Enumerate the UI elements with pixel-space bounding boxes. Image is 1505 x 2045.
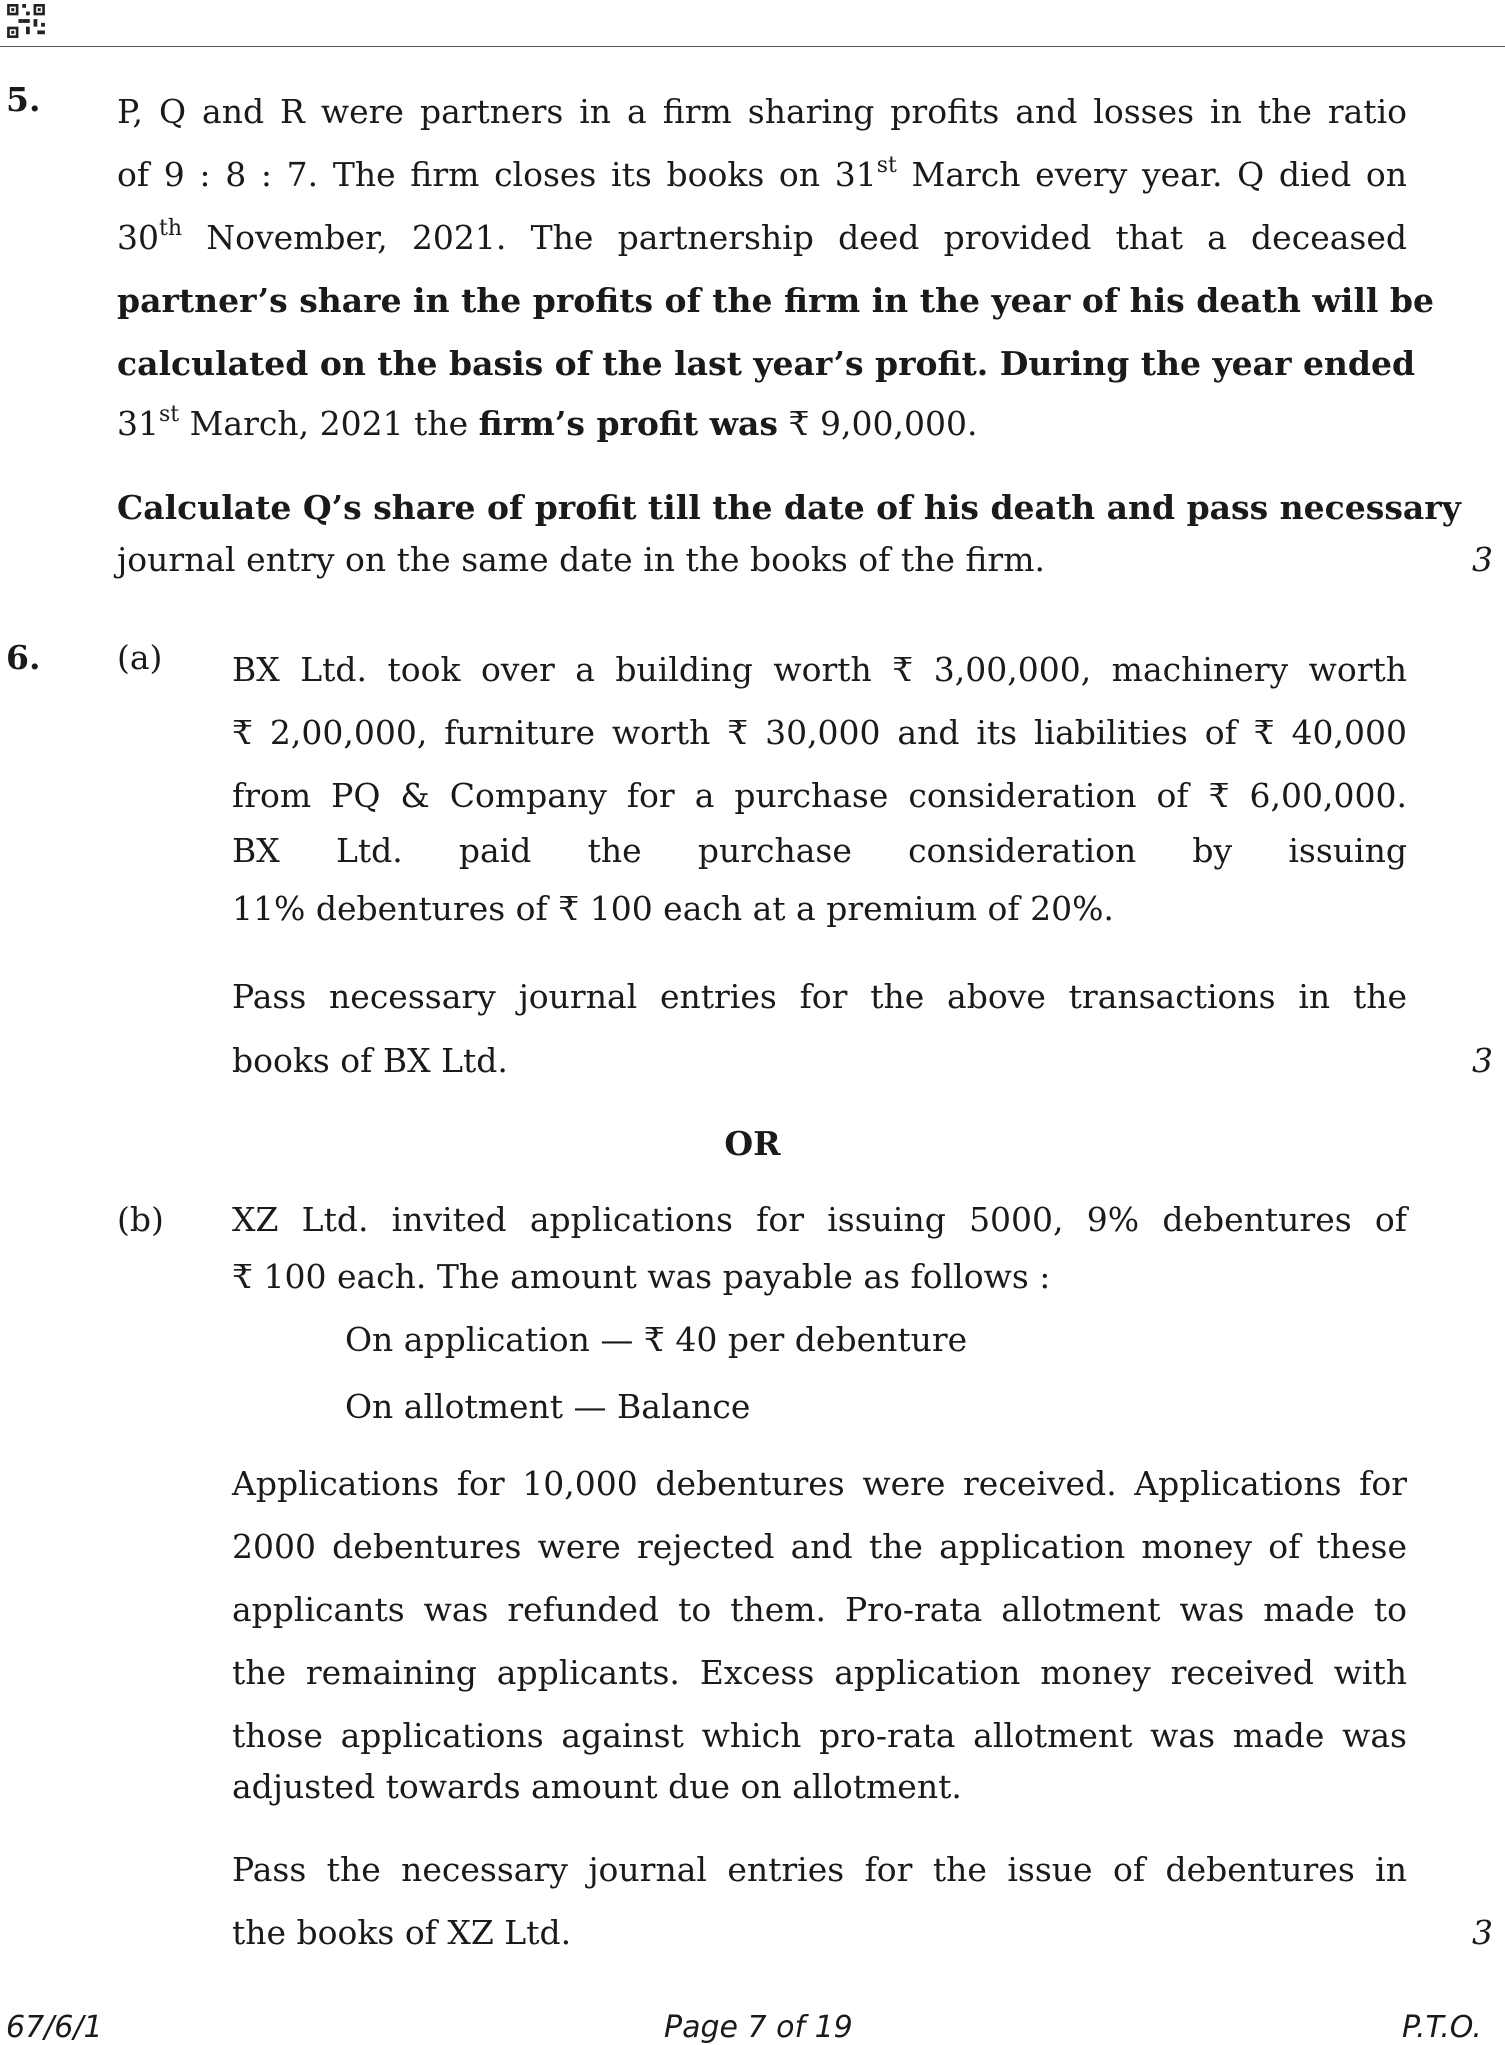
q6a-marks: 3 — [1472, 1041, 1493, 1080]
qr-code-icon — [6, 4, 46, 38]
q5-instruction — [117, 476, 1461, 539]
q6b-line-5: Applications for 10,000 debentures were received. Applications for — [232, 1464, 1407, 1503]
q6b-line-9: those applications against which pro-rata allotment was made was — [232, 1716, 1407, 1755]
q5-line-1: P, Q and R were partners in a firm sharing profits and losses in the ratio — [117, 92, 1407, 131]
q6a-line-3: from PQ & Company for a purchase consideration of ₹ 6,00,000. — [232, 776, 1407, 815]
q6b-marks: 3 — [1472, 1913, 1493, 1952]
q5-line-2: of 9 : 8 : 7. The firm closes its books on 31st March every year. Q died on — [117, 153, 1407, 194]
q6-part-a-text — [232, 638, 1407, 827]
q5-line-5: calculated on the basis of the last year’s profit. During the year ended — [117, 344, 1416, 383]
q6b-line-11-wrap — [232, 1850, 1407, 1889]
q6b-line-11: Pass the necessary journal entries for the issue of debentures in — [232, 1850, 1407, 1889]
q6a-line-7: books of BX Ltd. — [232, 1041, 508, 1080]
q6a-line-4-wrap — [232, 831, 1407, 870]
footer-paper-code: 67/6/1 — [6, 2010, 103, 2045]
q6b-line-1: XZ Ltd. invited applications for issuing 5000, 9% debentures of — [232, 1200, 1407, 1239]
or-separator: OR — [724, 1124, 781, 1163]
q6b-line-6: 2000 debentures were rejected and the application money of these — [232, 1527, 1407, 1566]
q5-marks: 3 — [1472, 540, 1493, 579]
q6b-line-2: ₹ 100 each. The amount was payable as follows : — [232, 1257, 1051, 1296]
q6a-line-4: BX Ltd. paid the purchase consideration by issuing — [232, 831, 1407, 870]
q5-line-8: journal entry on the same date in the books of the firm. — [117, 540, 1045, 579]
q6a-line-1: BX Ltd. took over a building worth ₹ 3,00,000, machinery worth — [232, 650, 1407, 689]
q6b-line-1-wrap — [232, 1200, 1407, 1239]
q5-line-3: 30th November, 2021. The partnership deed provided that a deceased — [117, 216, 1407, 257]
q6b-payment-application: On application — ₹ 40 per debenture — [345, 1320, 968, 1359]
q6b-line-7: applicants was refunded to them. Pro-rata allotment was made to — [232, 1590, 1407, 1629]
q6a-line-5: 11% debentures of ₹ 100 each at a premium of 20%. — [232, 889, 1114, 928]
q5-line-6: 31st March, 2021 the firm’s profit was ₹ 9,00,000. — [117, 402, 978, 443]
header-rule — [0, 46, 1505, 47]
q5-line-4: partner’s share in the profits of the firm in the year of his death will be — [117, 281, 1434, 320]
question-6-number: 6. — [6, 638, 41, 677]
q6a-line-6-wrap — [232, 977, 1407, 1016]
q6b-line-12: the books of XZ Ltd. — [232, 1913, 572, 1952]
question-5-number: 5. — [6, 80, 41, 119]
footer-pto: P.T.O. — [1402, 2010, 1482, 2045]
q6b-line-8: the remaining applicants. Excess application money received with — [232, 1653, 1407, 1692]
question-5-text — [117, 80, 1434, 395]
q6a-line-2: ₹ 2,00,000, furniture worth ₹ 30,000 and its liabilities of ₹ 40,000 — [232, 713, 1407, 752]
footer-page-number: Page 7 of 19 — [664, 2010, 853, 2045]
q5-line-7: Calculate Q’s share of profit till the date of his death and pass necessary — [117, 488, 1461, 527]
q6-part-b-label: (b) — [117, 1200, 164, 1239]
q6b-payment-allotment: On allotment — Balance — [345, 1387, 751, 1426]
q6b-line-10: adjusted towards amount due on allotment. — [232, 1767, 962, 1806]
q6-part-a-label: (a) — [117, 638, 163, 677]
q6-part-b-text — [232, 1452, 1407, 1767]
q6a-line-6: Pass necessary journal entries for the above transactions in the — [232, 977, 1407, 1016]
